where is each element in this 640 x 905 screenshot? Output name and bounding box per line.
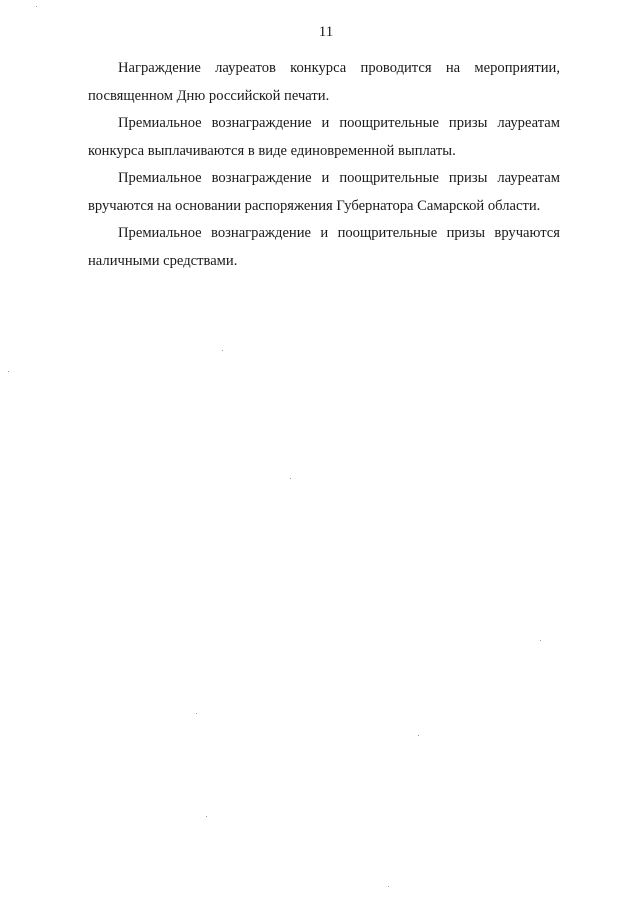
paragraph-award-ceremony: Награждение лауреатов конкурса проводится на мероприятии, посвященном Дню российской печати.	[88, 60, 560, 104]
scan-speck	[8, 371, 9, 372]
paragraph-payment-form: Премиальное вознаграждение и поощрительные призы лауреатам конкурса выплачиваются в виде единовременной выплаты.	[88, 115, 560, 159]
scan-speck	[290, 478, 291, 479]
document-body	[88, 55, 560, 275]
scan-speck	[196, 713, 197, 714]
scan-speck	[540, 640, 541, 641]
scan-speck	[222, 350, 223, 351]
scan-speck	[418, 735, 419, 736]
scan-speck	[206, 816, 207, 817]
paragraph-cash-payment: Премиальное вознаграждение и поощрительные призы вручаются наличными средствами.	[88, 225, 560, 269]
scan-speck	[36, 6, 37, 7]
page-number: 11	[318, 24, 334, 40]
paragraph-governor-order: Премиальное вознаграждение и поощрительные призы лауреатам вручаются на основании распоряжения Губернатора Самарской области.	[88, 170, 560, 214]
scan-speck	[388, 886, 389, 887]
